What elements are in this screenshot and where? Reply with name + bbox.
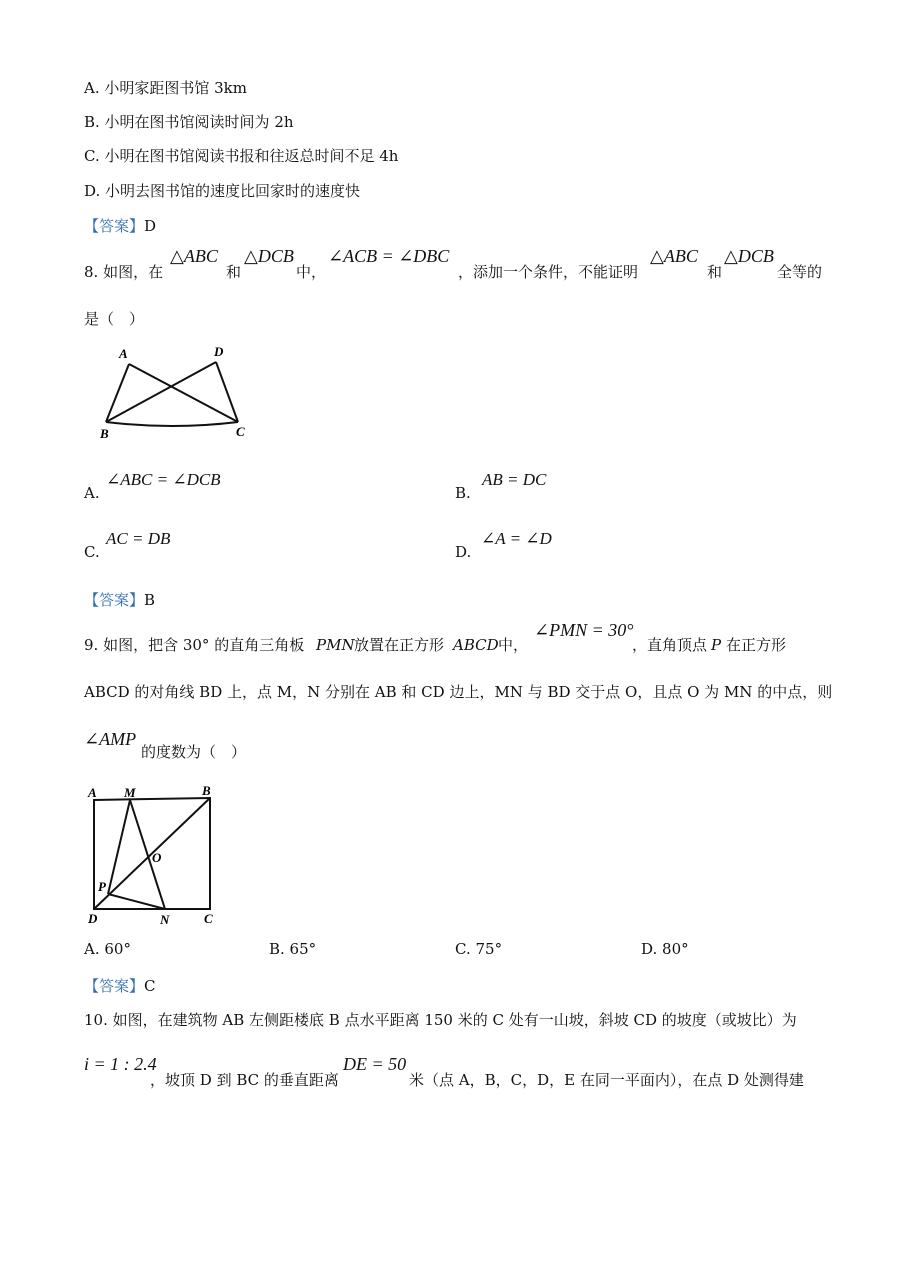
answer-value: C	[144, 977, 156, 995]
q9-p: P	[711, 636, 722, 654]
answer-value: B	[144, 591, 156, 609]
q7-option-c: C. 小明在图书馆阅读书报和往返总时间不足 4h	[84, 147, 399, 165]
q9-line1a: 9. 如图，把含 30° 的直角三角板	[84, 636, 305, 654]
q9-line1b: 放置在正方形	[354, 636, 445, 654]
q9-line1e: 在正方形	[726, 636, 787, 654]
q8-text2: ，添加一个条件，不能证明	[458, 263, 639, 281]
q9-figure	[86, 783, 221, 928]
q8-fig-label-c: C	[236, 424, 245, 439]
q9-fig-label-o: O	[152, 850, 162, 865]
q9-line2: ABCD 的对角线 BD 上，点 M，N 分别在 AB 和 CD 边上，MN 与 BD 交于点 O，且点 O 为 MN 的中点，则	[84, 683, 833, 701]
q8-option-d-label: D.	[455, 543, 472, 561]
q9-option-d: D. 80°	[641, 940, 689, 958]
q9-answer	[84, 975, 156, 996]
q10-line2b: 米（点 A，B，C，D，E 在同一平面内），在点 D 处测得建	[409, 1071, 804, 1089]
q8-fig-label-d: D	[214, 344, 224, 359]
q9-line1c: 中，	[498, 636, 529, 654]
q8-triangle-dcb: △DCB	[244, 246, 294, 266]
q8-fig-label-b: B	[100, 426, 109, 441]
q9-abcd: ABCD	[453, 636, 499, 654]
q8-and-1: 和	[226, 263, 242, 281]
q9-option-a: A. 60°	[84, 940, 131, 958]
q9-fig-label-d: D	[88, 911, 98, 926]
q8-option-c: AC = DB	[106, 529, 171, 548]
q9-fig-label-p: P	[98, 879, 106, 894]
q9-angle-pmn: ∠PMN = 30°	[534, 620, 634, 640]
q8-and-2: 和	[707, 263, 723, 281]
q8-prefix: 8. 如图，在	[84, 263, 164, 281]
q10-line2a: ，坡顶 D 到 BC 的垂直距离	[150, 1071, 339, 1089]
answer-label: 【答案】	[84, 977, 145, 995]
answer-value: D	[144, 217, 157, 235]
q8-answer	[84, 589, 155, 610]
q9-option-b: B. 65°	[269, 940, 317, 958]
q9-fig-label-a: A	[88, 785, 97, 800]
q8-option-c-label: C.	[84, 543, 100, 561]
answer-label: 【答案】	[84, 217, 145, 235]
q9-fig-label-n: N	[160, 912, 170, 927]
q9-line3: 的度数为（ ）	[141, 743, 247, 761]
q8-triangle-abc: △ABC	[170, 246, 218, 266]
q8-option-a-label: A.	[84, 484, 100, 502]
q9-option-c: C. 75°	[455, 940, 503, 958]
q8-triangle-dcb-2: △DCB	[724, 246, 774, 266]
q8-tail: 全等的	[777, 263, 823, 281]
q8-option-b: AB = DC	[482, 470, 547, 489]
q9-fig-label-m: M	[124, 785, 136, 800]
q7-option-a: A. 小明家距图书馆 3km	[84, 79, 247, 97]
q10-de: DE = 50	[343, 1054, 407, 1074]
q8-mid: 中，	[296, 263, 327, 281]
answer-label: 【答案】	[84, 591, 145, 609]
q8-option-d: ∠A = ∠D	[481, 529, 552, 548]
q7-option-d: D. 小明去图书馆的速度比回家时的速度快	[84, 182, 361, 200]
q8-figure	[96, 340, 261, 445]
q8-option-b-label: B.	[455, 484, 471, 502]
q9-angle-amp: ∠AMP	[84, 729, 137, 749]
q9-pmn: PMN	[316, 636, 355, 654]
q9-line1d: ，直角顶点	[632, 636, 708, 654]
q8-fig-label-a: A	[119, 346, 128, 361]
q8-condition: ∠ACB = ∠DBC	[328, 246, 450, 266]
q7-option-b: B. 小明在图书馆阅读时间为 2h	[84, 113, 294, 131]
q8-triangle-abc-2: △ABC	[650, 246, 698, 266]
q9-fig-label-c: C	[204, 911, 213, 926]
q9-fig-label-b: B	[202, 783, 211, 798]
q10-line1: 10. 如图，在建筑物 AB 左侧距楼底 B 点水平距离 150 米的 C 处有一山坡，斜坡 CD 的坡度（或坡比）为	[84, 1011, 797, 1029]
q8-option-a: ∠ABC = ∠DCB	[106, 470, 221, 489]
q10-ratio: i = 1 : 2.4	[84, 1054, 157, 1074]
q8-line2: 是（ ）	[84, 310, 145, 328]
q7-answer	[84, 215, 156, 236]
